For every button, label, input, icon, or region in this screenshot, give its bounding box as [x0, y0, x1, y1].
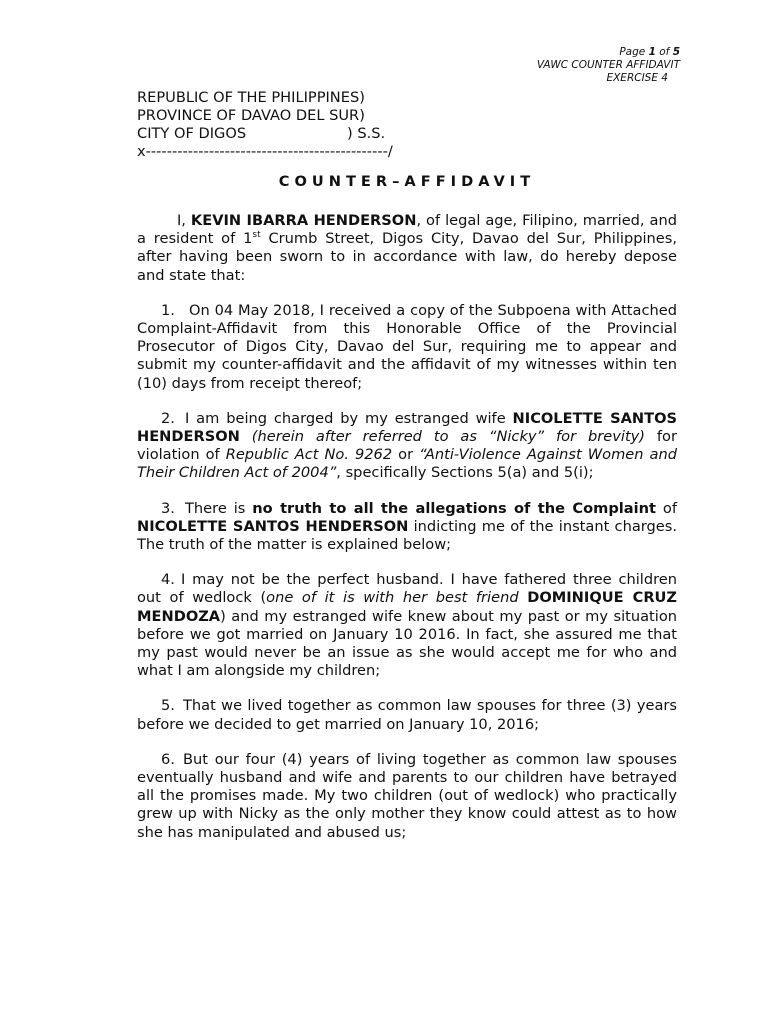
caption-province: PROVINCE OF DAVAO DEL SUR) [137, 107, 365, 124]
intro-text: , of legal age, Filipino, married, and a resident of 1 [137, 212, 677, 248]
paragraph-text: On 04 May 2018, I received a copy of the Subpoena with Attached Complaint-Affidavit from this Honorable Office of the Provincial Prosecutor of Digos City, Davao del Sur, requiring me to appear and submit my counter-affidavit and the affidavit of my witnesses within ten (10) days from receipt thereof; [137, 301, 677, 392]
paragraph-text: There is [185, 499, 253, 517]
paragraph-text: of [656, 499, 677, 517]
page-total: 5 [672, 46, 680, 58]
ordinal-suffix: st [252, 230, 261, 241]
caption-republic: REPUBLIC OF THE PHILIPPINES) [137, 89, 365, 106]
paragraph-text: one of it is with her best friend [266, 589, 528, 607]
venue-caption [137, 89, 393, 161]
paragraph-3 [137, 500, 677, 555]
paragraph-text: That we lived together as common law spouses for three (3) years before we decided to get married on January 10, 2016; [137, 697, 677, 733]
paragraph-text: or [392, 446, 420, 464]
paragraph-number: 4. [161, 571, 175, 589]
complainant-name: NICOLETTE SANTOS HENDERSON [137, 409, 677, 446]
paragraph-text: indicting me of the instant charges. The truth of the matter is explained below; [137, 517, 677, 554]
caption-city-row [137, 125, 393, 143]
intro-paragraph [137, 212, 677, 285]
paragraph-text: (herein after referred to as “Nicky” for brevity) [239, 428, 645, 446]
third-party-name: DOMINIQUE CRUZ MENDOZA [137, 589, 677, 625]
page-current: 1 [648, 46, 656, 58]
paragraph-2 [137, 410, 677, 483]
paragraph-number: 5. [161, 697, 175, 715]
paragraph-number: 2. [161, 409, 175, 427]
caption-divider: x----------------------------------------------/ [137, 143, 393, 160]
affiant-name: KEVIN IBARRA HENDERSON [190, 212, 417, 229]
caption-ss: ) S.S. [347, 125, 386, 142]
complainant-name: NICOLETTE SANTOS HENDERSON [137, 517, 409, 535]
caption-city: CITY OF DIGOS [137, 125, 247, 142]
paragraph-number: 6. [161, 750, 175, 768]
exercise-label: EXERCISE 4 [606, 72, 668, 84]
paragraph-text: ) and my estranged wife knew about my past or my situation before we got married on January 10 2016. In fact, she assured me that my past would never be an issue as she would accept me for who and what I am alongside my children; [137, 607, 677, 680]
statute-name: “Anti-Violence Against Women and Their Children Act of 2004” [137, 446, 677, 482]
document-title: COUNTER–AFFIDAVIT [278, 173, 536, 190]
paragraph-1 [137, 302, 677, 393]
paragraph-text: I may not be the perfect husband. I have fathered three children out of wedlock ( [137, 571, 677, 607]
intro-text: I, [177, 212, 191, 229]
paragraph-text: for violation of [137, 428, 677, 464]
document-type-label: VAWC COUNTER AFFIDAVIT [536, 59, 680, 71]
paragraph-5 [137, 697, 677, 733]
statute-reference: Republic Act No. 9262 [225, 446, 393, 464]
document-body [137, 212, 677, 859]
paragraph-text: But our four (4) years of living together as common law spouses eventually husband and wife and parents to our children have betrayed all the promises made. My two children (out of wedlock) who practically grew up with Nicky as the only mother they know could attest as to how she has manipulated and abused us; [137, 750, 677, 841]
emphasis-text: no truth to all the allegations of the Complaint [252, 499, 656, 517]
paragraph-4 [137, 571, 677, 680]
page-label: Page [619, 46, 649, 58]
page-number-line [537, 46, 680, 59]
paragraph-6 [137, 751, 677, 842]
paragraph-number: 1. [161, 301, 175, 319]
paragraph-text: I am being charged by my estranged wife [185, 409, 513, 427]
paragraph-number: 3. [161, 499, 175, 517]
page-of: of [655, 46, 673, 58]
page-header [537, 46, 680, 85]
paragraph-text: , specifically Sections 5(a) and 5(i); [336, 464, 594, 482]
intro-text: Crumb Street, Digos City, Davao del Sur, Philippines, after having been sworn to in accordance with law, do hereby depose and state that: [137, 230, 677, 284]
